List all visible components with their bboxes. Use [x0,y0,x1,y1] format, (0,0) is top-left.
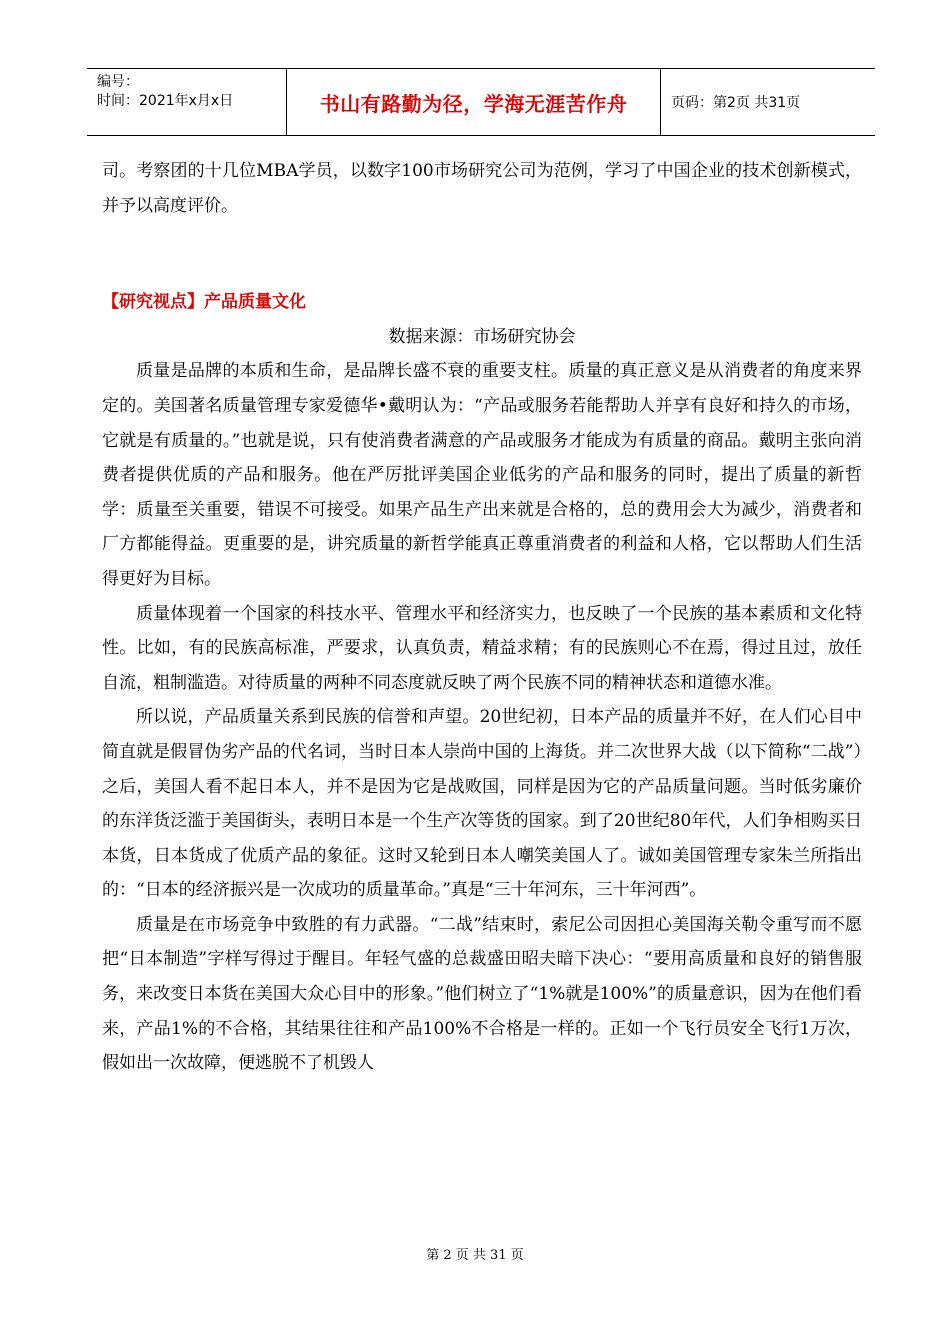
body-paragraph: 质量是在市场竞争中致胜的有力武器。“二战”结束时，索尼公司因担心美国海关勒令重写而不愿把“日本制造”字样写得过于醒目。年轻气盛的总裁盛田昭夫暗下决心：“要用高质量和良好的销售服务，来改变日本货在美国大众心目中的形象。”他们树立了“1%就是100%”的质量意识，因为在他们看来，产品1%的不合格，其结果往往和产品100%不合格是一样的。正如一个飞行员安全飞行1万次，假如出一次故障，便逃脱不了机毁人 [102,914,862,1074]
section-spacer [102,223,862,285]
header-time: 时间：2021年x月x日 [97,93,234,109]
data-source: 数据来源：市场研究协会 [388,326,576,347]
header-meta [87,69,287,135]
header-motto: 书山有路勤为径，学海无涯苦作舟 [287,69,661,135]
body-paragraph: 质量体现着一个国家的科技水平、管理水平和经济实力，也反映了一个民族的基本素质和文化特性。比如，有的民族高标准，严要求，认真负责，精益求精；有的民族则心不在焉，得过且过，放任自流，粗制滥造。对待质量的两种不同态度就反映了两个民族不同的精神状态和道德水准。 [102,603,862,693]
header-number: 编号： [97,74,139,90]
intro-paragraph: 司。考察团的十几位MBA学员，以数字100市场研究公司为范例，学习了中国企业的技术创新模式，并予以高度评价。 [102,161,862,216]
header-page-number: 页码：第2页 共31页 [671,95,801,111]
page-footer: 第 2 页 共 31 页 [426,1248,524,1263]
body-paragraph: 质量是品牌的本质和生命，是品牌长盛不衰的重要支柱。质量的真正意义是从消费者的角度来界定的。美国著名质量管理专家爱德华•戴明认为：“产品或服务若能帮助人并享有良好和持久的市场，它就是有质量的。”也就是说，只有使消费者满意的产品或服务才能成为有质量的商品。戴明主张向消费者提供优质的产品和服务。他在严厉批评美国企业低劣的产品和服务的同时，提出了质量的新哲学：质量至关重要，错误不可接受。如果产品生产出来就是合格的，总的费用会大为减少，消费者和厂方都能得益。更重要的是，讲究质量的新哲学能真正尊重消费者的利益和人格，它以帮助人们生活得更好为目标。 [102,361,862,589]
page-header [87,68,875,136]
section-title: 【研究视点】产品质量文化 [102,292,306,313]
document-body [102,154,862,1081]
body-paragraph: 所以说，产品质量关系到民族的信誉和声望。20世纪初，日本产品的质量并不好，在人们心目中简直就是假冒伪劣产品的代名词，当时日本人崇尚中国的上海货。并二次世界大战（以下简称“二战”）之后，美国人看不起日本人，并不是因为它是战败国，同样是因为它的产品质量问题。当时低劣廉价的东洋货泛滥于美国街头，表明日本是一个生产次等货的国家。到了20世纪80年代，人们争相购买日本货，日本货成了优质产品的象征。这时又轮到日本人嘲笑美国人了。诚如美国管理专家朱兰所指出的：“日本的经济振兴是一次成功的质量革命。”真是“三十年河东，三十年河西”。 [102,707,862,901]
